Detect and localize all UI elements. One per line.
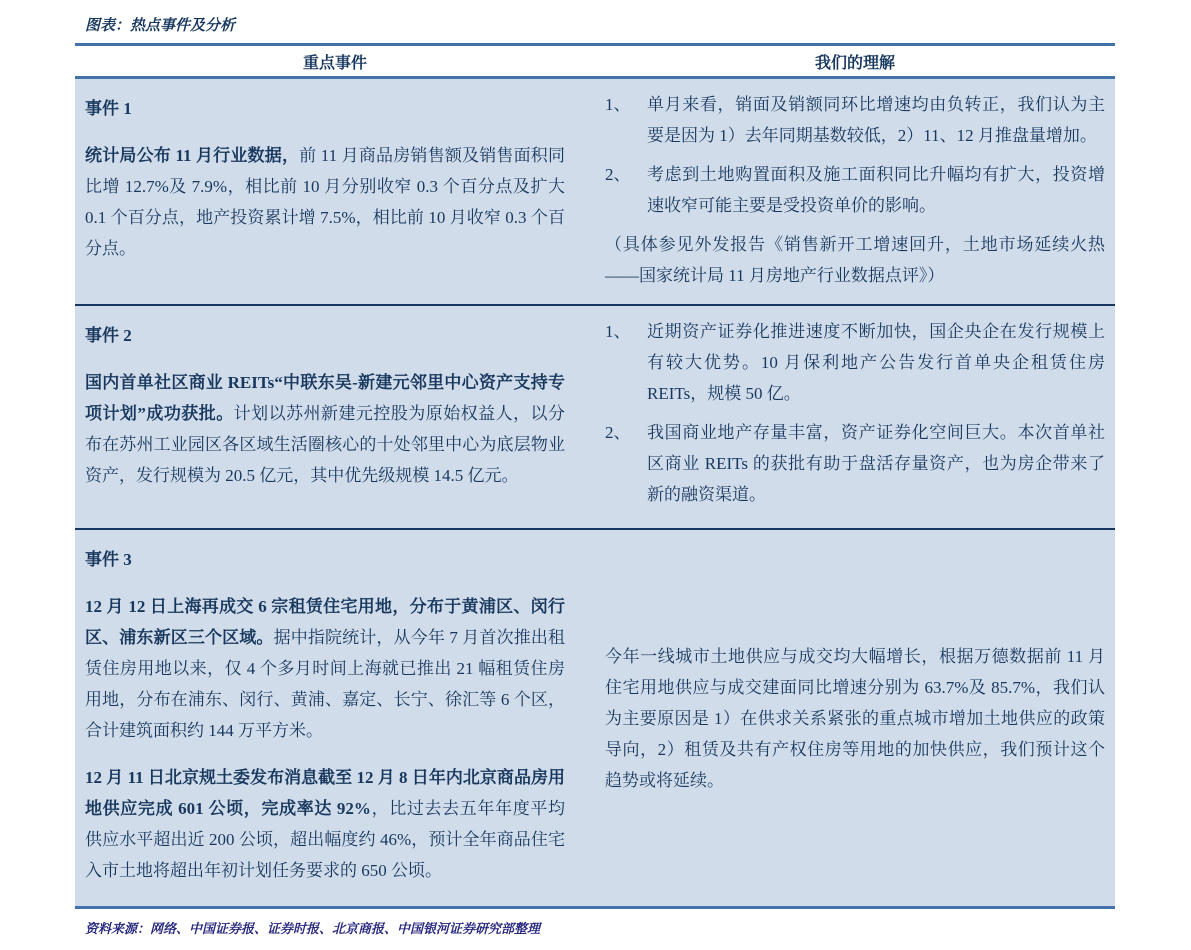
item-text: 考虑到土地购置面积及施工面积同比升幅均有扩大，投资增速收窄可能主要是受投资单价的影响。 — [647, 165, 1105, 215]
item-number: 2、 — [605, 423, 631, 442]
table-row-event-2 — [75, 306, 1115, 530]
item-text: 单月来看，销面及销额同环比增速均由负转正，我们认为主要是因为 1）去年同期基数较低，2）11、12 月推盘量增加。 — [647, 95, 1105, 145]
table-row-event-1 — [75, 79, 1115, 306]
analysis-1-item-2 — [605, 159, 1105, 221]
item-number: 2、 — [605, 165, 631, 184]
analysis-2-item-2 — [605, 417, 1105, 510]
event-2-paragraph — [85, 367, 565, 491]
event-2-body-text: 计划以苏州新建元控股为原始权益人，以分布在苏州工业园区各区域生活圈核心的十处邻里中心为底层物业资产，发行规模为 20.5 亿元，其中优先级规模 14.5 亿元。 — [85, 404, 566, 485]
analysis-3-cell — [595, 530, 1115, 906]
figure-title: 图表：热点事件及分析 — [85, 18, 236, 34]
analysis-1-cell — [595, 79, 1115, 304]
event-1-cell — [75, 79, 595, 304]
event-3-bold-lead-1: 12 月 12 日上海再成交 6 宗租赁住宅用地，分布于黄浦区、闵行区、浦东新区三个区域。 — [85, 597, 565, 647]
event-2-bold-lead: 国内首单社区商业 REITs“中联东吴-新建元邻里中心资产支持专项计划”成功获批。 — [85, 373, 565, 423]
analysis-2-cell — [595, 306, 1115, 528]
item-text: 我国商业地产存量丰富，资产证券化空间巨大。本次首单社区商业 REITs 的获批有助于盘活存量资产，也为房企带来了新的融资渠道。 — [647, 423, 1105, 504]
column-header-analysis: 我们的理解 — [814, 54, 895, 72]
item-text: 近期资产证券化推进速度不断加快，国企央企在发行规模上有较大优势。10 月保利地产公告发行首单央企租赁住房 REITs，规模 50 亿。 — [647, 322, 1105, 403]
analysis-2-item-1 — [605, 316, 1105, 409]
table-row-event-3 — [75, 530, 1115, 909]
event-2-label: 事件 2 — [85, 326, 132, 345]
event-2-cell — [75, 306, 595, 528]
analysis-1-reference-note: （具体参见外发报告《销售新开工增速回升，土地市场延续火热——国家统计局 11 月房地产行业数据点评》） — [605, 235, 1105, 285]
event-3-body-text-2: ，比过去去五年年度平均供应水平超出近 200 公顷，超出幅度约 46%，预计全年商品住宅入市土地将超出年初计划任务要求的 650 公顷。 — [85, 799, 566, 880]
events-table — [75, 43, 1115, 909]
event-1-paragraph — [85, 140, 565, 264]
table-header-row — [75, 46, 1115, 79]
analysis-3-text: 今年一线城市土地供应与成交均大幅增长，根据万德数据前 11 月住宅用地供应与成交建面同比增速分别为 63.7%及 85.7%，我们认为主要原因是 1）在供求关系紧张的重点城市增加土地供应的政策导向，2）租赁及共有产权住房等用地的加快供应，我们预计这个趋势或将延续。 — [605, 646, 1105, 790]
event-3-paragraph-2 — [85, 762, 565, 886]
item-number: 1、 — [605, 322, 631, 341]
event-1-body-text: 前 11 月商品房销售额及销售面积同比增 12.7%及 7.9%，相比前 10 月分别收窄 0.3 个百分点及扩大 0.1 个百分点，地产投资累计增 7.5%，相比前 10 月收窄 0.3 个百分点。 — [85, 146, 566, 258]
event-1-label: 事件 1 — [85, 99, 132, 118]
event-3-paragraph-1 — [85, 591, 565, 746]
event-3-body-text-1: 据中指院统计，从今年 7 月首次推出租赁住房用地以来，仅 4 个多月时间上海就已推出 21 幅租赁住房用地，分布在浦东、闵行、黄浦、嘉定、长宁、徐汇等 6 个区，合计建筑面积约 144 万平方米。 — [85, 628, 566, 740]
analysis-1-item-1 — [605, 89, 1105, 151]
event-1-bold-lead: 统计局公布 11 月行业数据， — [85, 146, 300, 165]
event-3-bold-lead-2: 12 月 11 日北京规土委发布消息截至 12 月 8 日年内北京商品房用地供应完成 601 公顷，完成率达 92% — [85, 768, 565, 818]
column-header-events: 重点事件 — [302, 54, 367, 72]
event-3-cell — [75, 530, 595, 906]
source-note: 资料来源：网络、中国证券报、证券时报、北京商报、中国银河证券研究部整理 — [85, 921, 541, 936]
event-3-label: 事件 3 — [85, 550, 132, 569]
item-number: 1、 — [605, 95, 631, 114]
